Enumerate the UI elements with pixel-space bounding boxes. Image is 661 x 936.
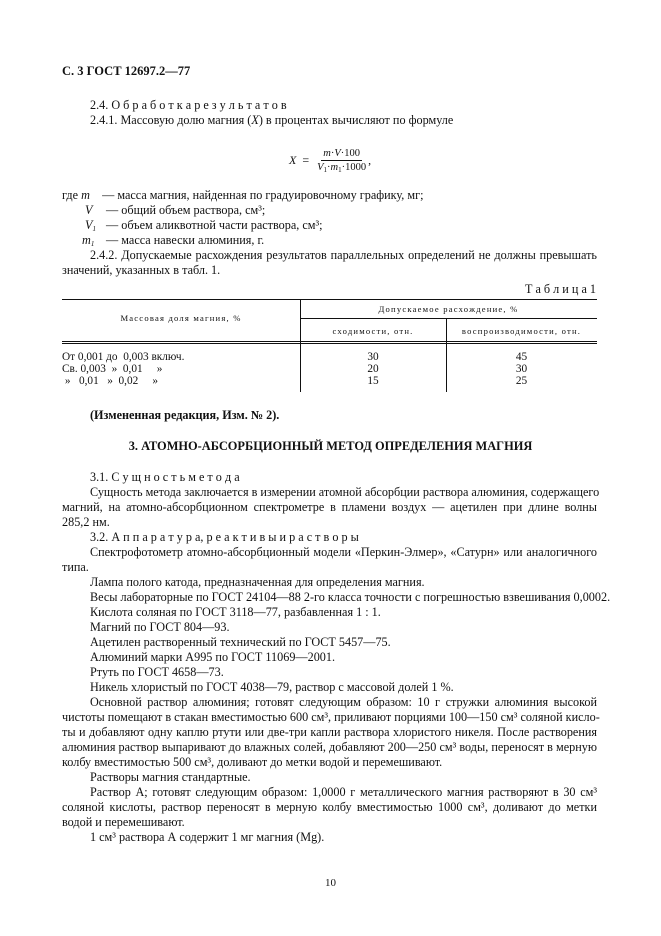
text: 2.4.1. Массовую долю магния (	[90, 113, 252, 127]
table-header-rule-2	[62, 343, 597, 344]
equipment-item: Алюминий марки А995 по ГОСТ 11069—2001.	[90, 650, 336, 664]
equipment-item: Никель хлористый по ГОСТ 4038—79, раствор с массовой долей 1 %.	[90, 680, 454, 694]
section-heading-3-2: 3.2. А п п а р а т у р а, р е а к т и в ы и р а с т в о р ы	[90, 530, 359, 544]
paragraph-base-solution-line5: колбу вместимостью 500 см³, доливают до метки водой и перемешивают.	[62, 755, 443, 769]
legend-text: — объем аликвотной части раствора, см³;	[106, 218, 323, 232]
formula-equals: =	[302, 152, 310, 167]
legend-symbol: m	[81, 188, 90, 202]
running-header: С. 3 ГОСТ 12697.2—77	[62, 64, 191, 78]
table-subheader-reproducibility: воспроизводимости, отн.	[461, 326, 582, 336]
legend-text: — масса навески алюминия, г.	[106, 233, 265, 247]
table-cell-reproducibility: 30	[515, 363, 528, 375]
paragraph-3-1-line3: 285,2 нм.	[62, 515, 110, 529]
equipment-item: Лампа полого катода, предназначенная для определения магния.	[90, 575, 425, 589]
paragraph-2-4-2-line2: значений, указанных в табл. 1.	[62, 263, 221, 277]
table-cell-repeatability: 15	[367, 375, 379, 387]
page-number: 10	[325, 877, 336, 889]
table-cell-range: Св. 0,003 » 0,01 »	[62, 363, 163, 375]
table-cell-repeatability: 20	[367, 363, 379, 375]
table-header-mass-fraction: Массовая доля магния, %	[120, 313, 242, 323]
equipment-item: Кислота соляная по ГОСТ 3118—77, разбавленная 1 : 1.	[90, 605, 381, 619]
paragraph-2-4-1	[62, 113, 597, 128]
legend-text: — общий объем раствора, см³;	[106, 203, 266, 217]
paragraph-solution-a-line3: водой и перемешивают.	[62, 815, 185, 829]
legend-item-m1	[82, 233, 264, 248]
paragraph-2-4-2-line1: 2.4.2. Допускаемые расхождения результатов параллельных определений не должны превышать	[90, 248, 597, 262]
equipment-item: Магний по ГОСТ 804—93.	[90, 620, 230, 634]
table-subheader-repeatability: сходимости, отн.	[332, 326, 414, 336]
paragraph-spectrophotometer-line2: типа.	[62, 560, 89, 574]
equipment-item: Ртуть по ГОСТ 4658—73.	[90, 665, 224, 679]
legend-symbol: V	[85, 203, 93, 217]
formula-fraction	[315, 148, 368, 173]
text: ) в процентах вычисляют по формуле	[258, 113, 454, 127]
equipment-item: Весы лабораторные по ГОСТ 24104—88 2-го класса точности с погрешностью взвешивания 0,0002.	[90, 590, 611, 604]
legend-prefix: где	[62, 188, 79, 202]
equipment-item: Ацетилен растворенный технический по ГОСТ 5457—75.	[90, 635, 391, 649]
table-header-rule-1	[62, 341, 597, 342]
table-top-rule	[62, 299, 597, 300]
paragraph-base-solution-line2: чистоты помещают в стакан вместимостью 600 см³, приливают порциями 100—150 см³ соляной кисло-	[62, 710, 600, 724]
paragraph-base-solution-line3: ты и добавляют одну каплю ртути или две-три капли раствора хлористого никеля. После растворения	[62, 725, 597, 739]
legend-symbol: $m_1$	[82, 233, 95, 248]
paragraph-base-solution-line4: алюминия раствор выпаривают до влажных солей, добавляют 200—250 см³ воды, переносят в мерную	[62, 740, 597, 754]
table-1	[62, 299, 597, 392]
table-header-group: Допускаемое расхождение, %	[378, 304, 519, 314]
section-3-title: 3. АТОМНО-АБСОРБЦИОННЫЙ МЕТОД ОПРЕДЕЛЕНИЯ МАГНИЯ	[128, 439, 533, 453]
variable-x: X	[251, 113, 259, 127]
formula	[289, 142, 371, 178]
legend-item-m	[62, 188, 423, 203]
paragraph-solution-a-line2: соляной кислоты, раствор переносят в мерную колбу вместимостью 1000 см³, доливают до метки	[62, 800, 597, 814]
section-heading-3-1: 3.1. С у щ н о с т ь м е т о д а	[90, 470, 240, 484]
formula-numerator: m·V·100	[323, 147, 361, 159]
table-cell-reproducibility: 45	[515, 351, 528, 363]
legend-item-v	[85, 203, 265, 218]
paragraph-standard-solutions: Растворы магния стандартные.	[90, 770, 251, 784]
paragraph-solution-a-contains: 1 см³ раствора А содержит 1 мг магния (Mg).	[90, 830, 325, 844]
formula-comma: ,	[368, 152, 372, 167]
paragraph-solution-a-line1: Раствор А; готовят следующим образом: 1,0000 г металлического магния растворяют в 30 см³	[90, 785, 597, 799]
table-caption: Т а б л и ц а 1	[524, 282, 596, 296]
paragraph-3-1-line2: магний, на атомно-абсорбционном спектрометре в пламени воздух — ацетилен при длине волны	[62, 500, 597, 514]
table-group-rule	[300, 318, 597, 319]
formula-denominator: $V_1\cdot m_1\cdot 1000$	[317, 161, 367, 174]
formula-lhs: X	[289, 152, 297, 167]
table-cell-repeatability: 30	[367, 351, 379, 363]
amendment-note: (Измененная редакция, Изм. № 2).	[90, 408, 280, 422]
table-cell-range: От 0,001 до 0,003 включ.	[62, 351, 185, 363]
paragraph-base-solution-line1: Основной раствор алюминия; готовят следующим образом: 10 г стружки алюминия высокой	[90, 695, 597, 709]
section-heading-2-4: 2.4. О б р а б о т к а р е з у л ь т а т о в	[90, 98, 287, 112]
paragraph-3-1-line1: Сущность метода заключается в измерении атомной абсорбции раствора алюминия, содержащего	[90, 485, 600, 499]
paragraph-spectrophotometer-line1: Спектрофотометр атомно-абсорбционный модели «Перкин-Элмер», «Сатурн» или аналогичного	[90, 545, 597, 559]
legend-symbol: $V_1$	[85, 218, 96, 233]
table-cell-range: » 0,01 » 0,02 »	[62, 375, 159, 387]
table-cell-reproducibility: 25	[515, 375, 528, 387]
legend-item-v1	[85, 218, 323, 233]
legend-text: — масса магния, найденная по градуировочному графику, мг;	[102, 188, 424, 202]
